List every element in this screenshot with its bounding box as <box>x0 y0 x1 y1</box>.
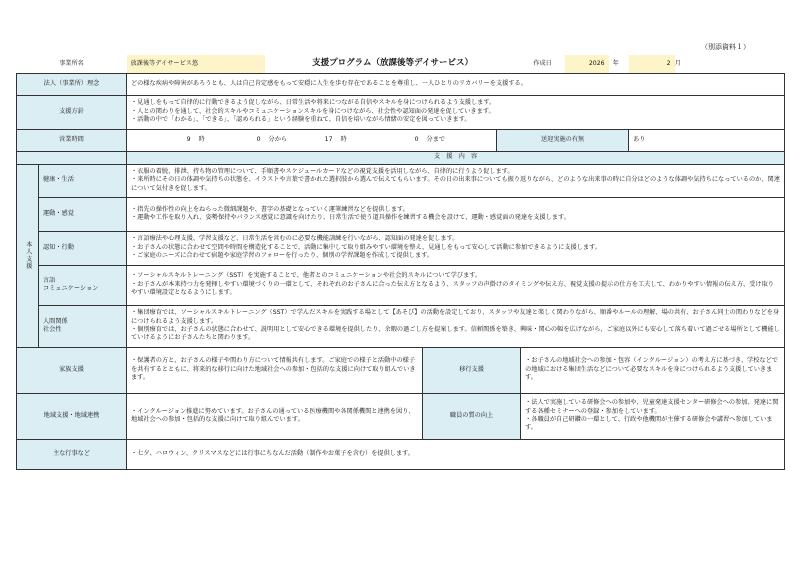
cognition-line: ・言語療法や心理支援、学習支援など、日常生活を営むのに必要な機能訓練を行いながら、認知面の発達を促します。 <box>131 235 459 243</box>
support-program-table <box>16 55 785 470</box>
personal-support-label: 本人支援 <box>17 164 39 347</box>
minute-from: 分から <box>265 129 299 151</box>
family-support-text <box>127 347 423 393</box>
cognition-line: ・お子さんの状態に合わせて空間や時間を構造化することで、活動に集中して取り組みやすい環境を整え、見通しをもって安心して活動に参加できるように支援します。 <box>131 243 601 251</box>
page-title: 支援プログラム（放課後等デイサービス） <box>312 58 473 69</box>
social-relations-text <box>127 305 785 347</box>
year-value: 2026 <box>565 55 609 73</box>
health-life-line: ・衣服の着脱、排泄、持ち物の管理について、手順書やスケジュールカードなどの視覚支援を活用しながら、自律的に行うよう促します。 <box>131 167 514 175</box>
staff-line: ・法人で実施している研修会への参加や、児童発達支援センター研修会への参加、発達に関する各種セミナーへの登録・参加をしています。 <box>525 399 779 415</box>
office-name: 放課後等デイサービス悠 <box>127 55 265 73</box>
social-line: ・個別療育では、お子さんの状態に合わせて、説明用として安心できる環境を提供したり、余暇の過ごし方を提案します。信頼関係を築き、興味・関心の幅を広げながら、ご家庭以外にも安心して落ち着いて過ごせる場所として機能していけるようにお子さんたちと関わります。 <box>131 326 780 342</box>
office-label: 事業所名 <box>59 59 84 67</box>
language-communication-text <box>127 265 785 305</box>
minute-until: 分まで <box>423 129 497 151</box>
hours-label: 営業時間 <box>17 129 127 151</box>
end-minute: 0 <box>373 129 423 151</box>
cognition-behavior-text <box>127 231 785 265</box>
transition-support-label: 移行支援 <box>423 347 521 393</box>
policy-line: ・活動の中で「わかる」、「できる」、「認められる」という経験を重ねて、自信を培いながら情緒の安定を図っていきます。 <box>131 116 471 124</box>
month-value: 2 <box>629 55 675 73</box>
social-line: ・集団療育では、ソーシャルスキルトレーニング（SST）で学んだスキルを実践する場として【あそび】の活動を設定しており、スタッフや友達と楽しく関わりながら、順番やルールの理解、場の共有、お子さん同士の関わりなどを身につけられるよう支援します。 <box>131 309 780 325</box>
motor-sense-line: ・運動や工作を取り入れ、姿勢保持やバランス感覚に意識を向けたり、日常生活で使う道具操作を練習する機会を設けて、運動・感覚面の発達を支援します。 <box>131 214 570 221</box>
attachment-label: （別添資料１） <box>701 43 750 51</box>
community-support-text <box>127 393 423 439</box>
staff-line: ・各職員が自己研鑽の一環として、行政や他機関が主催する研修会や講習へ参加しています。 <box>525 416 773 432</box>
language-line: ・ソーシャルスキルトレーニング（SST）を実施することで、他者とのコミュニケーションや社会的スキルについて学びます。 <box>131 272 482 280</box>
support-content-header: 支 援 内 容 <box>127 151 785 164</box>
policy-label: 支援方針 <box>17 95 127 129</box>
events-label: 主な行事など <box>17 439 127 469</box>
start-hour: 9 <box>127 129 195 151</box>
family-support-label: 家族支援 <box>17 347 127 393</box>
date-label: 作成日 <box>533 59 552 67</box>
staff-quality-label: 職員の質の向上 <box>423 393 521 439</box>
hour-unit: 時 <box>195 129 229 151</box>
transition-support-text <box>521 347 785 393</box>
health-life-label: 健康・生活 <box>39 164 127 197</box>
staff-quality-text <box>521 393 785 439</box>
language-line: ・お子さんが本来持つ力を発揮しやすい環境づくりの一環として、それぞれのお子さんに合った伝え方となるよう、スタッフの声掛けのタイミングや伝え方、視覚支援の提示の仕方を工夫して、わかりやすい情報の伝え方、受け取りやすい環境設定となるようにします。 <box>131 280 774 297</box>
transport-label: 送迎実施の有無 <box>497 129 629 151</box>
community-support-label: 地域支援・地域連携 <box>17 393 127 439</box>
social-relations-label: 人間関係 社会性 <box>39 305 127 347</box>
end-hour: 17 <box>299 129 337 151</box>
cognition-line: ・ご家庭のニーズに合わせて宿題や家庭学習のフォローを行ったり、個別の学習課題を作成して提供します。 <box>131 252 434 260</box>
hour-unit-2: 時 <box>337 129 373 151</box>
policy-line: ・見通しをもって自律的に行動できるよう促しながら、日常生活や将来につながる自信やスキルを身につけられるよう支援します。 <box>131 99 496 107</box>
health-life-line: ・来所時にその日の体調や気持ちの状態を、イラストや言葉で書かれた選択肢から選んで伝えてもらいます。その日の出来事についても振り返りながら、どのような出来事の時に自分はどのような体調や気持ちになっているのか、関連について気付きを促します。 <box>131 176 780 192</box>
transport-value: あり <box>629 129 785 151</box>
community-line: ・インクルージョン推進に努めています。お子さんの通っている医療機関や各関係機関と連携を図り、地域社会への参加・包括的な支援に向けて取り組んでいます。 <box>131 407 415 423</box>
year-unit: 年 <box>612 59 619 67</box>
start-minute: 0 <box>229 129 265 151</box>
philosophy-text: どの様な疾病や障害があろうとも、人は自己肯定感をもって安穏に人生を歩む存在であることを尊重し、一人ひとりのリカバリーを支援する。 <box>127 73 785 95</box>
cognition-behavior-label: 認知・行動 <box>39 231 127 265</box>
language-communication-label: 言語 コミュニケーション <box>39 265 127 305</box>
philosophy-label: 法人（事業所）理念 <box>17 73 127 95</box>
month-unit: 月 <box>674 59 681 67</box>
motor-sense-line: ・指先の操作性の向上をねらった微細課題や、書字の基礎となっていく運筆練習などを提供します。 <box>131 205 409 213</box>
health-life-text <box>127 164 785 197</box>
motor-sense-text <box>127 197 785 231</box>
policy-line: ・人との関わりを通して、社会的スキルやコミュニケーションスキルを身につけながら、社会性や認知面の発達を促していきます。 <box>131 107 495 115</box>
events-text: ・七夕、ハロウィン、クリスマスなどには行事にちなんだ活動（制作やお菓子を含む）を提供します。 <box>127 439 785 469</box>
transition-line: ・お子さんの地域社会への参加・包容（インクルージョン）の考え方に基づき、学校などでの地域における集団生活などについて必要なスキルを身につけられるよう支援していきます。 <box>525 357 778 382</box>
policy-text <box>127 95 785 129</box>
motor-sense-label: 運動・感覚 <box>39 197 127 231</box>
family-line: ・保護者の方と、お子さんの様子や関わり方について情報共有します。ご家庭での様子と活動中の様子を共有するとともに、将来的な移行に向けた地域社会への参加・包括的な支援に向けて取り組んでいきます。 <box>131 357 416 382</box>
